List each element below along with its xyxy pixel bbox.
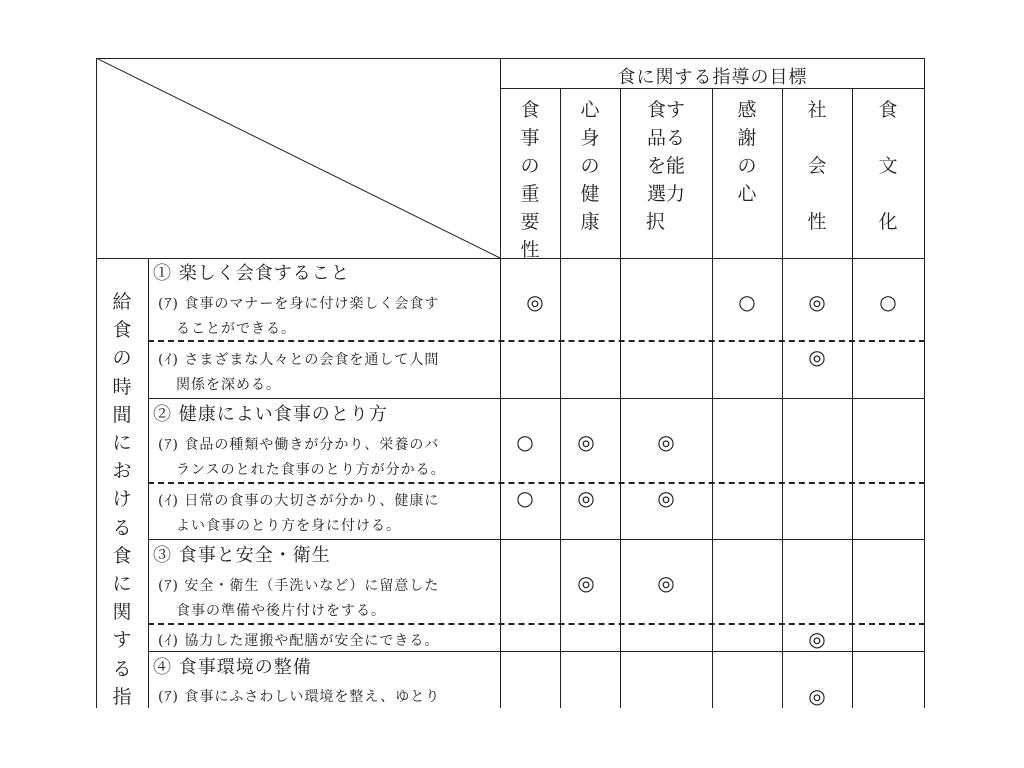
section-title-4: ④ 食事環境の整備 — [153, 657, 312, 678]
item-2a-line1: (ｱ) 食品の種類や働きが分かり、栄養のバ — [158, 437, 440, 453]
subrow-divider-2 — [148, 482, 925, 484]
item-2b-line2: よい食事のとり方を身に付ける。 — [176, 518, 401, 534]
section-title-3: ③ 食事と安全・衛生 — [153, 545, 331, 566]
mark-1a-g1: ◎ — [526, 290, 544, 314]
mark-2b-g2: ◎ — [577, 486, 595, 510]
goal-gratitude: 感 謝 の 心 — [737, 99, 757, 205]
item-2a-line2: ランスのとれた食事のとり方が分かる。 — [176, 462, 446, 478]
item-4a-line1: (ｱ) 食事にふさわしい環境を整え、ゆとり — [158, 689, 441, 705]
goal-food-culture: 食 文 化 — [878, 99, 898, 233]
goal-importance-of-meals: 食 事 の 重 要 性 — [520, 99, 540, 261]
table-right-border — [924, 58, 925, 708]
item-3a-line1: (ｱ) 安全・衛生（手洗いなど）に留意した — [158, 578, 440, 594]
mark-3a-g3: ◎ — [657, 571, 675, 595]
item-1b-line1: (ｲ) さまざまな人々との会食を通して人間 — [158, 352, 440, 368]
mark-3b-g5: ◎ — [808, 627, 826, 651]
section-border-4 — [148, 651, 925, 652]
item-1a-line1: (ｱ) 食事のマナーを身に付け楽しく会食す — [158, 296, 440, 312]
header-diagonal-line — [96, 58, 501, 259]
goals-header-title: 食に関する指導の目標 — [617, 67, 808, 88]
goal-divider-5 — [852, 88, 853, 708]
goal-mind-body-health: 心 身 の 健 康 — [580, 99, 600, 233]
item-3a-line2: 食事の準備や後片付けをする。 — [176, 603, 386, 619]
section-title-2: ② 健康によい食事のとり方 — [153, 404, 388, 425]
mark-4a-g5: ◎ — [808, 684, 826, 708]
item-2b-line1: (ｲ) 日常の食事の大切さが分かり、健康に — [158, 493, 440, 509]
mark-2b-g3: ◎ — [657, 486, 675, 510]
section-border-2 — [148, 398, 925, 399]
goal-divider-1 — [560, 88, 561, 708]
goal-divider-4 — [782, 88, 783, 708]
item-1a-line2: ることができる。 — [176, 321, 296, 337]
subrow-divider-3 — [148, 623, 925, 625]
section-title-1: ① 楽しく会食すること — [153, 263, 350, 284]
goal-divider-2 — [620, 88, 621, 708]
mark-2a-g2: ◎ — [577, 430, 595, 454]
goal-sociality: 社 会 性 — [807, 99, 827, 233]
item-1b-line2: 関係を深める。 — [176, 377, 281, 393]
mark-1a-g5: ◎ — [808, 290, 826, 314]
mark-1b-g5: ◎ — [808, 345, 826, 369]
goal-divider-3 — [712, 88, 713, 708]
mark-3a-g2: ◎ — [577, 571, 595, 595]
goal-food-selection-ability: 食す 品る を能 選力 択 — [646, 99, 685, 233]
mark-2a-g3: ◎ — [657, 430, 675, 454]
mark-2b-g1: ○ — [516, 486, 534, 510]
left-column-divider — [148, 258, 149, 708]
mark-1a-g6: ○ — [879, 290, 897, 314]
left-vertical-label: 給 食 の 時 間 に お け る 食 に 関 す る 指 — [112, 291, 132, 708]
mark-2a-g1: ○ — [516, 430, 534, 454]
item-3b-line1: (ｲ) 協力した運搬や配膳が安全にできる。 — [158, 633, 440, 649]
subrow-divider-1 — [148, 340, 925, 342]
section-border-3 — [148, 539, 925, 540]
mark-1a-g4: ○ — [738, 290, 756, 314]
